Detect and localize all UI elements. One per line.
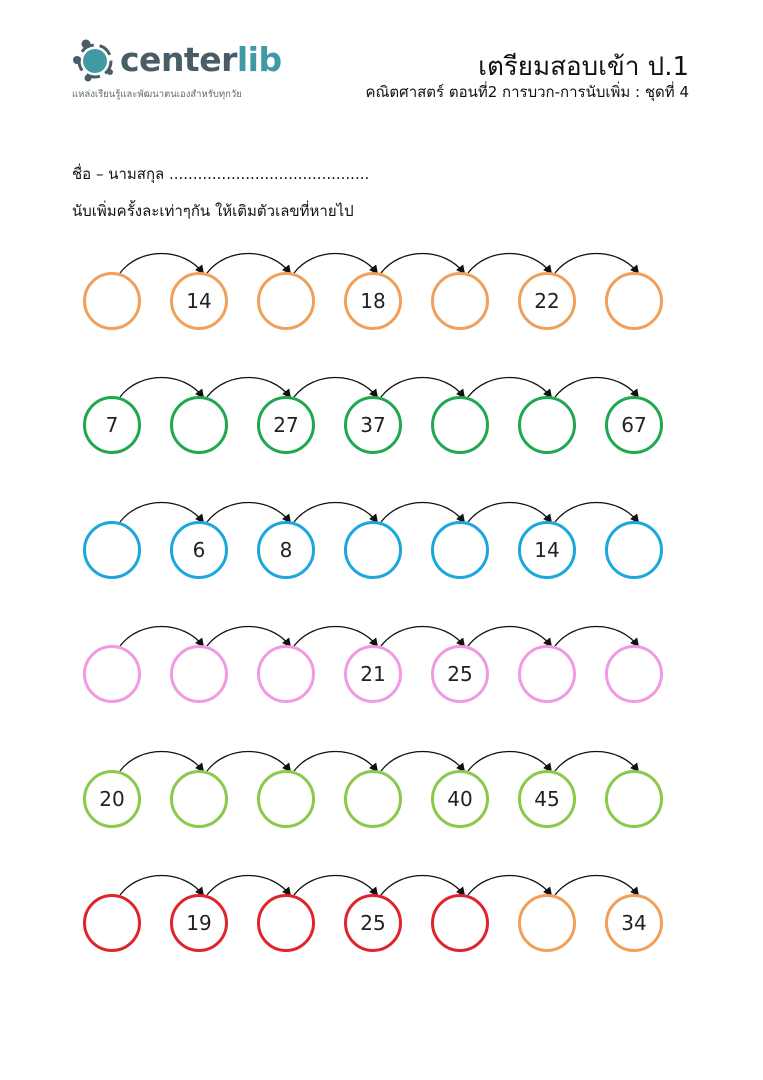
curved-arrow-icon [468, 627, 551, 647]
curved-arrow-icon [555, 254, 638, 274]
blank-answer-circle[interactable] [257, 894, 315, 952]
curved-arrow-icon [555, 502, 638, 522]
curved-arrow-icon [294, 627, 377, 647]
curved-arrow-icon [207, 876, 290, 896]
brand-tagline: แหล่งเรียนรู้และพัฒนาตนเองสำหรับทุกวัย [72, 89, 242, 100]
curved-arrow-icon [468, 502, 551, 522]
curved-arrow-icon [381, 751, 464, 771]
blank-answer-circle[interactable] [344, 770, 402, 828]
blank-answer-circle[interactable] [431, 272, 489, 330]
blank-answer-circle[interactable] [431, 521, 489, 579]
curved-arrow-icon [555, 378, 638, 398]
curved-arrow-icon [468, 751, 551, 771]
page-title: เตรียมสอบเข้า ป.1 [478, 52, 689, 82]
curved-arrow-icon [120, 378, 203, 398]
instruction-text: นับเพิ่มครั้งละเท่าๆกัน ให้เติมตัวเลขที่หายไป [72, 202, 354, 220]
curved-arrow-icon [120, 254, 203, 274]
curved-arrow-icon [468, 876, 551, 896]
blank-answer-circle[interactable] [170, 645, 228, 703]
blank-answer-circle[interactable] [605, 645, 663, 703]
number-circle: 21 [344, 645, 402, 703]
blank-answer-circle[interactable] [431, 396, 489, 454]
name-field-line[interactable]: ชื่อ – นามสกุล .......................................... [72, 165, 370, 183]
number-circle: 45 [518, 770, 576, 828]
blank-answer-circle[interactable] [83, 272, 141, 330]
curved-arrow-icon [381, 627, 464, 647]
number-circle: 25 [344, 894, 402, 952]
curved-arrow-icon [207, 378, 290, 398]
blank-answer-circle[interactable] [605, 521, 663, 579]
blank-answer-circle[interactable] [83, 894, 141, 952]
curved-arrow-icon [294, 378, 377, 398]
number-circle: 22 [518, 272, 576, 330]
blank-answer-circle[interactable] [518, 645, 576, 703]
curved-arrow-icon [207, 751, 290, 771]
curved-arrow-icon [120, 502, 203, 522]
curved-arrow-icon [381, 254, 464, 274]
curved-arrow-icon [120, 751, 203, 771]
curved-arrow-icon [381, 502, 464, 522]
blank-answer-circle[interactable] [605, 272, 663, 330]
blank-answer-circle[interactable] [518, 396, 576, 454]
logo [72, 38, 312, 98]
brand-name-part2: lib [236, 40, 282, 79]
curved-arrow-icon [555, 627, 638, 647]
number-circle: 14 [170, 272, 228, 330]
curved-arrow-icon [381, 378, 464, 398]
number-circle: 37 [344, 396, 402, 454]
number-circle: 40 [431, 770, 489, 828]
curved-arrow-icon [555, 751, 638, 771]
blank-answer-circle[interactable] [431, 894, 489, 952]
curved-arrow-icon [207, 502, 290, 522]
brand-name-part1: center [120, 40, 237, 79]
number-circle: 14 [518, 521, 576, 579]
number-circle: 20 [83, 770, 141, 828]
number-circle: 19 [170, 894, 228, 952]
curved-arrow-icon [381, 876, 464, 896]
number-circle: 34 [605, 894, 663, 952]
number-circle: 25 [431, 645, 489, 703]
curved-arrow-icon [294, 254, 377, 274]
blank-answer-circle[interactable] [344, 521, 402, 579]
curved-arrow-icon [294, 876, 377, 896]
blank-answer-circle[interactable] [170, 770, 228, 828]
curved-arrow-icon [207, 254, 290, 274]
blank-answer-circle[interactable] [170, 396, 228, 454]
blank-answer-circle[interactable] [257, 272, 315, 330]
number-circle: 7 [83, 396, 141, 454]
brand-name [120, 38, 282, 82]
curved-arrow-icon [468, 378, 551, 398]
page-subtitle: คณิตศาสตร์ ตอนที่2 การบวก-การนับเพิ่ม : ชุดที่ 4 [365, 83, 689, 101]
blank-answer-circle[interactable] [518, 894, 576, 952]
number-circle: 8 [257, 521, 315, 579]
number-circle: 67 [605, 396, 663, 454]
curved-arrow-icon [120, 627, 203, 647]
blank-answer-circle[interactable] [605, 770, 663, 828]
number-circle: 6 [170, 521, 228, 579]
blank-answer-circle[interactable] [83, 521, 141, 579]
curved-arrow-icon [294, 751, 377, 771]
blank-answer-circle[interactable] [83, 645, 141, 703]
number-circle: 27 [257, 396, 315, 454]
curved-arrow-icon [468, 254, 551, 274]
number-circle: 18 [344, 272, 402, 330]
curved-arrow-icon [555, 876, 638, 896]
curved-arrow-icon [294, 502, 377, 522]
curved-arrow-icon [207, 627, 290, 647]
blank-answer-circle[interactable] [257, 770, 315, 828]
blank-answer-circle[interactable] [257, 645, 315, 703]
curved-arrow-icon [120, 876, 203, 896]
molecule-logo-icon [72, 38, 118, 84]
